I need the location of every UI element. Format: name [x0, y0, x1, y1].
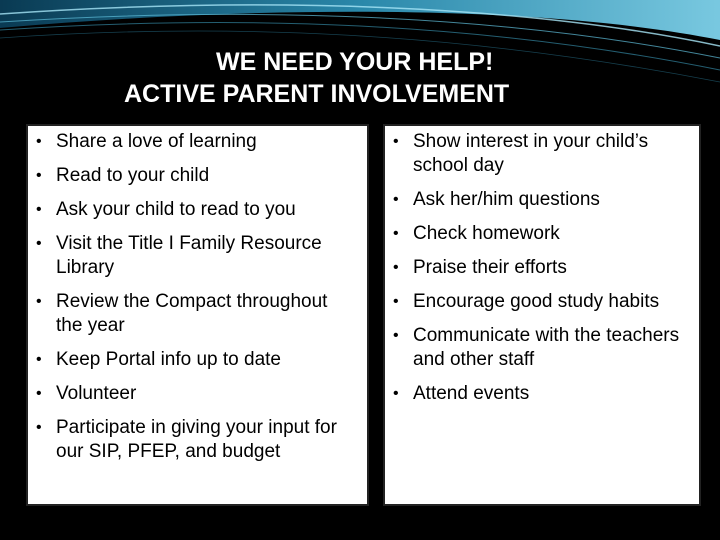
list-item: • Attend events [387, 382, 693, 406]
left-list-box [26, 124, 369, 506]
list-item: • Share a love of learning [30, 130, 359, 154]
right-bullet-list [385, 126, 699, 406]
list-item: • Volunteer [30, 382, 359, 406]
list-item: • Participate in giving your input for our SIP, PFEP, and budget [30, 416, 359, 464]
title-line-1: WE NEED YOUR HELP! [216, 48, 494, 76]
list-item: • Read to your child [30, 164, 359, 188]
left-bullet-list [28, 126, 367, 464]
list-item: • Check homework [387, 222, 693, 246]
right-list-box [383, 124, 701, 506]
list-item: • Communicate with the teachers and other staff [387, 324, 693, 372]
list-item: • Show interest in your child’s school day [387, 130, 693, 178]
title-line-2: ACTIVE PARENT INVOLVEMENT [124, 80, 510, 108]
list-item: • Review the Compact throughout the year [30, 290, 359, 338]
list-item: • Visit the Title I Family Resource Library [30, 232, 359, 280]
list-item: • Encourage good study habits [387, 290, 693, 314]
list-item: • Praise their efforts [387, 256, 693, 280]
list-item: • Ask your child to read to you [30, 198, 359, 222]
list-item: • Keep Portal info up to date [30, 348, 359, 372]
list-item: • Ask her/him questions [387, 188, 693, 212]
